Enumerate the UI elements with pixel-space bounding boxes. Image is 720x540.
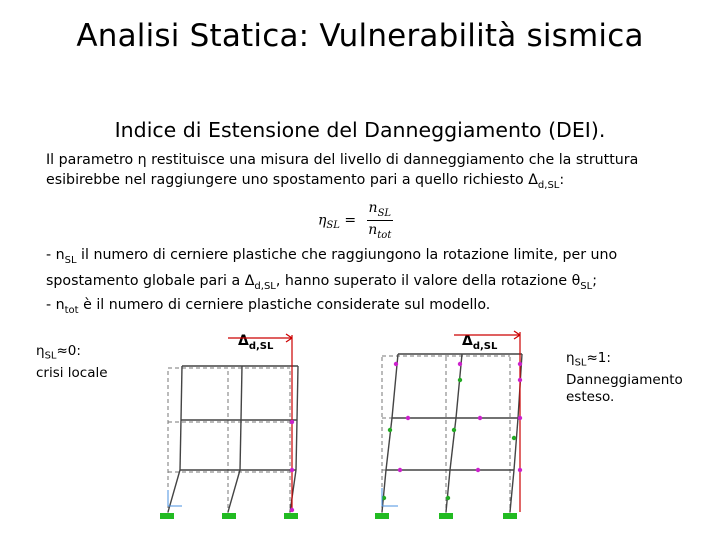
- page-title: Analisi Statica: Vulnerabilità sismica: [76, 18, 644, 54]
- hinge-marker: [518, 468, 522, 472]
- paragraph-line-2: [46, 170, 686, 196]
- delta-right-symbol: Δ: [462, 333, 473, 349]
- hinge-marker: [512, 436, 516, 440]
- hinge-marker: [478, 416, 482, 420]
- formula-equals: =: [344, 212, 357, 229]
- delta-subscript: d,SL: [537, 179, 560, 191]
- support-block: [160, 513, 174, 519]
- hinge-marker: [458, 362, 462, 366]
- hinge-marker: [388, 428, 392, 432]
- bullet-nsl-theta-sub: SL: [580, 280, 593, 292]
- right-eta-symbol: η: [566, 350, 575, 366]
- bullet-nsl-end: ;: [592, 272, 597, 289]
- right-label: [566, 350, 683, 406]
- formula-fraction: [367, 200, 394, 241]
- right-eta-sub: SL: [574, 357, 587, 369]
- formula-den-sub: tot: [377, 229, 392, 241]
- paragraph-description: [46, 150, 686, 196]
- hinge-marker: [476, 468, 480, 472]
- bullet-ntot-prefix: - n: [46, 297, 65, 313]
- delta-left-symbol: Δ: [238, 333, 249, 349]
- support-block: [284, 513, 298, 519]
- formula-den-symbol: n: [368, 221, 378, 238]
- left-label-eta: [36, 343, 108, 365]
- support-block: [503, 513, 517, 519]
- left-eta-value: ≈0:: [56, 343, 81, 359]
- support-block: [375, 513, 389, 519]
- formula-num-sub: SL: [377, 207, 392, 219]
- bullet-nsl-delta-sub: d,SL: [254, 280, 276, 292]
- bullet-nsl-text: il numero di cerniere plastiche che raggiungono la rotazione limite, per uno: [76, 247, 618, 263]
- eta-formula: [318, 200, 393, 241]
- hinge-marker: [290, 508, 294, 512]
- bullet-nsl-text-3: , hanno superato il valore della rotazione θ: [275, 272, 581, 289]
- right-label-desc-2: esteso.: [566, 388, 615, 405]
- hinge-marker: [394, 362, 398, 366]
- bullet-ntot: [46, 295, 490, 321]
- support-block: [222, 513, 236, 519]
- bullet-nsl-line-1: [46, 245, 696, 271]
- hinge-marker: [446, 496, 450, 500]
- formula-numerator: [367, 200, 394, 221]
- right-label-eta: [566, 350, 683, 372]
- hinge-marker: [290, 468, 294, 472]
- hinge-marker: [458, 378, 462, 382]
- left-label-desc: crisi locale: [36, 364, 108, 381]
- hinge-marker: [452, 428, 456, 432]
- formula-lhs-sub: SL: [326, 220, 340, 232]
- left-delta-arrow: [228, 334, 292, 512]
- bullet-nsl-prefix: - n: [46, 247, 65, 263]
- left-supports: [160, 513, 298, 519]
- right-label-desc-1: Danneggiamento: [566, 371, 683, 388]
- left-eta-sub: SL: [44, 350, 57, 362]
- hinge-marker: [406, 416, 410, 420]
- bullet-nsl-sub: SL: [64, 254, 77, 266]
- paragraph-line-2-end: :: [559, 172, 565, 188]
- right-frame-deformed: [382, 354, 522, 512]
- delta-left-sub: d,SL: [248, 340, 274, 352]
- bullet-ntot-text: è il numero di cerniere plastiche considerate sul modello.: [78, 297, 491, 313]
- left-frame-deformed: [168, 366, 298, 512]
- delta-right-sub: d,SL: [472, 340, 498, 352]
- subtitle: Indice di Estensione del Danneggiamento (DEI).: [114, 118, 606, 142]
- frames-diagram: [150, 320, 550, 520]
- formula-num-symbol: n: [368, 200, 378, 216]
- left-frame-undeformed: [168, 368, 290, 515]
- formula-denominator: [367, 221, 394, 241]
- right-eta-value: ≈1:: [586, 350, 611, 366]
- right-supports: [375, 513, 517, 519]
- formula-lhs: η: [318, 212, 327, 229]
- support-block: [439, 513, 453, 519]
- paragraph-line-1: Il parametro η restituisce una misura del livello di danneggiamento che la struttura: [46, 152, 639, 168]
- hinge-marker: [518, 362, 522, 366]
- paragraph-line-2-text: esibirebbe nel raggiungere uno spostamento pari a quello richiesto Δ: [46, 172, 538, 188]
- bullet-nsl: [46, 245, 696, 297]
- bullet-ntot-sub: tot: [64, 304, 79, 316]
- hinge-marker: [398, 468, 402, 472]
- right-frame-undeformed: [382, 356, 510, 515]
- hinge-marker: [518, 416, 522, 420]
- left-eta-symbol: η: [36, 343, 45, 359]
- bullet-nsl-line-2: [46, 271, 696, 297]
- right-hinges-magenta: [394, 362, 522, 472]
- hinge-marker: [290, 420, 294, 424]
- left-label: [36, 343, 108, 382]
- hinge-marker: [518, 378, 522, 382]
- bullet-nsl-text-2: spostamento globale pari a Δ: [46, 272, 255, 289]
